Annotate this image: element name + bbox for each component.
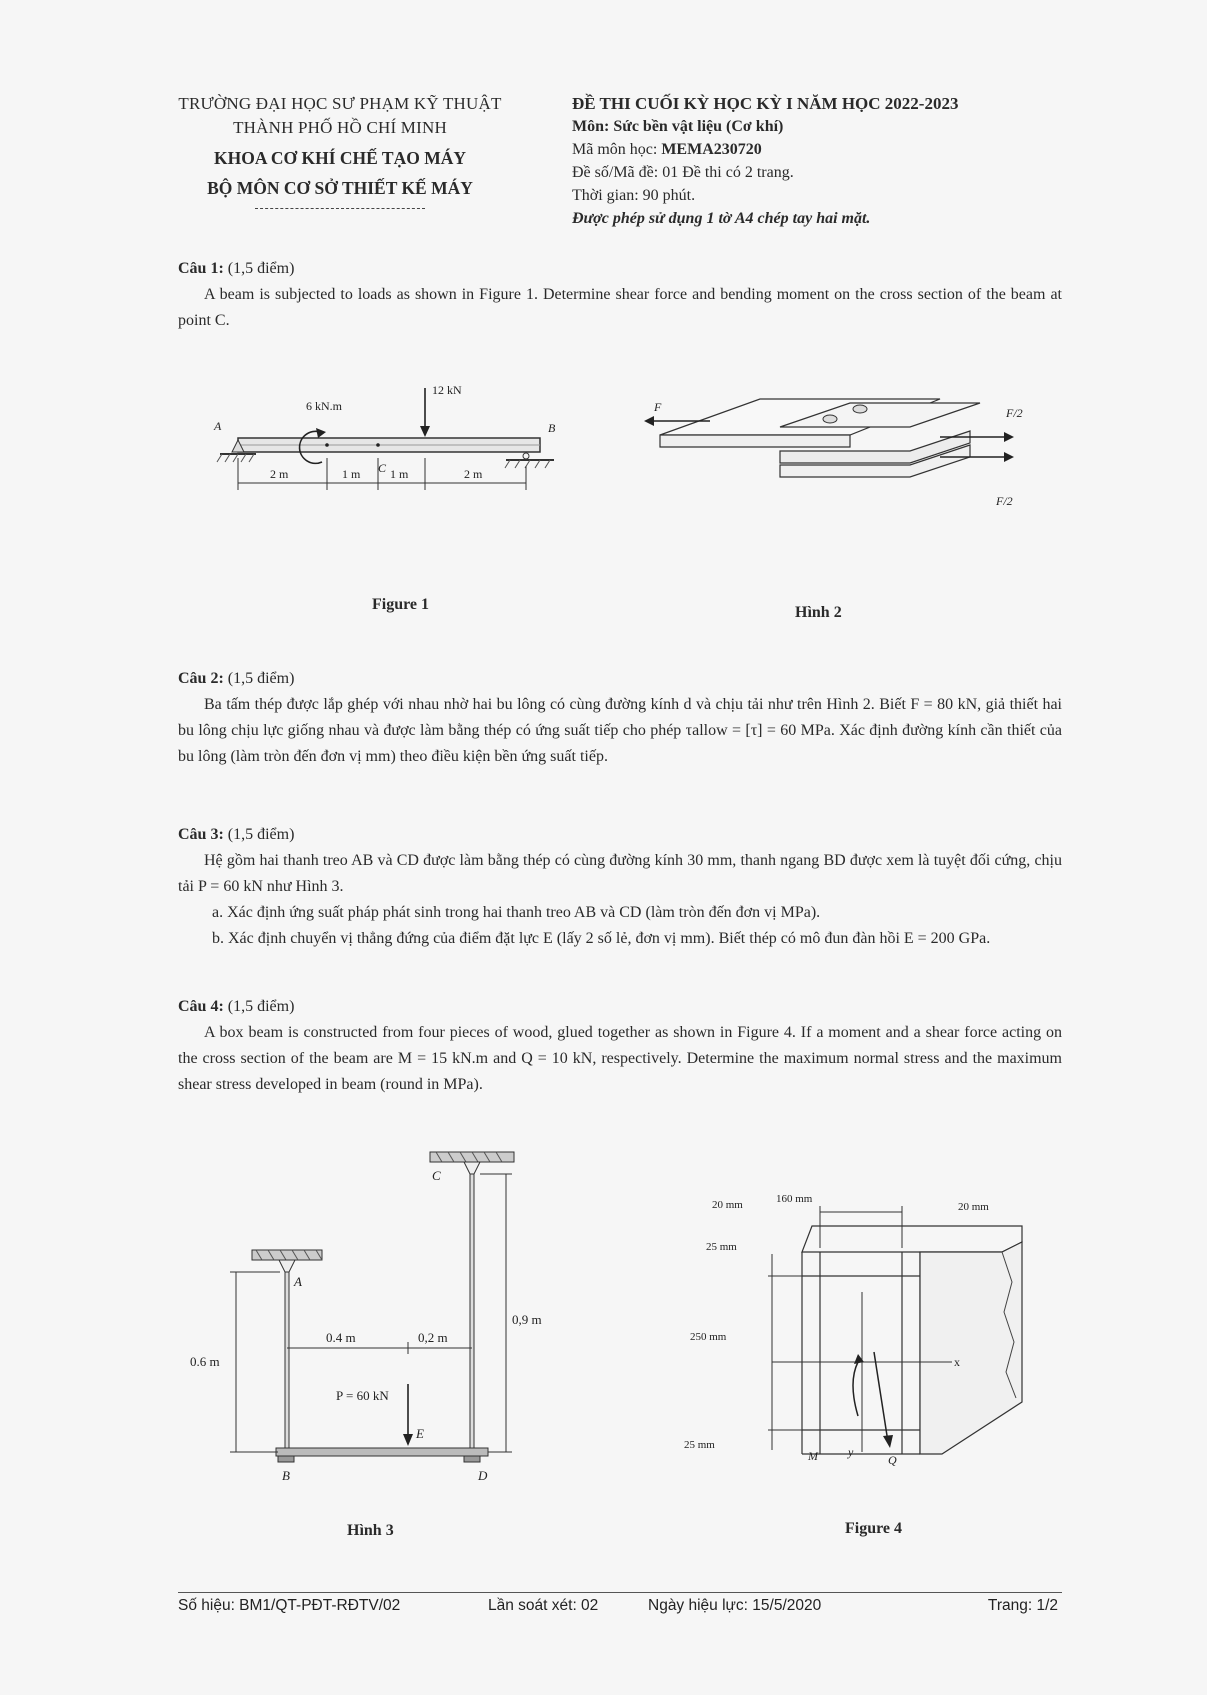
fig1-label-a: A (214, 419, 222, 433)
question-3-part-a: a. Xác định ứng suất pháp phát sinh trong hai thanh treo AB và CD (làm tròn đến đơn vị MPa). (212, 904, 821, 921)
question-4-text: A box beam is constructed from four pieces of wood, glued together as shown in Figure 4. If a moment and a shear force acting on the cross section of the beam are M = 15 kN.m and Q = 10 kN, respectively. Determine the maximum normal stress and the maximum shear stress developed in beam (round in MPa). (178, 1024, 1062, 1093)
support-b-icon (523, 453, 529, 459)
question-1-points: (1,5 điểm) (223, 260, 295, 277)
footer-page-number: Trang: 1/2 (987, 1597, 1058, 1614)
department-name: BỘ MÔN CƠ SỞ THIẾT KẾ MÁY (207, 178, 473, 198)
question-4-points: (1,5 điểm) (223, 998, 295, 1015)
figure-4-caption: Figure 4 (845, 1520, 903, 1537)
fig2-force-f2-bottom: F/2 (996, 494, 1013, 508)
fig1-dim-2: 1 m (342, 467, 361, 481)
question-3-text: Hệ gồm hai thanh treo AB và CD được làm bằng thép có cùng đường kính 30 mm, thanh ngang BD được xem là tuyệt đối cứng, chịu tải P = 60 kN như Hình 3. (178, 852, 1062, 895)
question-2-text: Ba tấm thép được lắp ghép với nhau nhờ hai bu lông có cùng đường kính d và chịu tải như trên Hình 2. Biết F = 80 kN, giả thiết hai bu lông chịu lực giống nhau và được làm bằng thép có ứng suất tiếp cho phép τallow = [τ] = 60 MPa. Xác định đường kính cần thiết của bu lông (làm tròn đến đơn vị mm) theo điều kiện bền ứng suất tiếp. (178, 696, 1062, 765)
question-3 (178, 822, 1062, 952)
subject-name: Sức bền vật liệu (Cơ khí) (613, 118, 784, 135)
fig2-force-f2-top: F/2 (1006, 406, 1023, 420)
faculty-name: KHOA CƠ KHÍ CHẾ TẠO MÁY (214, 148, 466, 168)
rod-cd (470, 1174, 474, 1450)
header-divider (255, 208, 425, 209)
question-3-part-b: b. Xác định chuyển vị thẳng đứng của điểm đặt lực E (lấy 2 số lẻ, đơn vị mm). Biết thép có mô đun đàn hồi E = 200 GPa. (212, 930, 991, 947)
fig4-dim-height: 250 mm (690, 1331, 727, 1343)
fig1-dim-1: 2 m (270, 467, 289, 481)
fig1-moment-label: 6 kN.m (306, 399, 342, 413)
fig3-width-1: 0.4 m (326, 1330, 356, 1345)
fig1-label-c: C (378, 461, 387, 475)
fig4-moment-m: M (808, 1449, 818, 1463)
school-name-line1: TRƯỜNG ĐẠI HỌC SƯ PHẠM KỸ THUẬT (178, 94, 502, 113)
course-code-label: Mã môn học: (572, 141, 662, 158)
question-1-label: Câu 1: (178, 260, 224, 277)
footer-revision: Lần soát xét: 02 (488, 1597, 599, 1614)
question-2-label: Câu 2: (178, 670, 224, 687)
footer-effective-date: Ngày hiệu lực: 15/5/2020 (648, 1597, 822, 1614)
bolt-2-icon (823, 415, 837, 423)
subject-line (572, 115, 1092, 138)
fig1-dim-3: 1 m (390, 467, 409, 481)
fig3-height-cd: 0,9 m (512, 1312, 542, 1327)
fig3-label-e: E (416, 1426, 424, 1441)
subject-label: Môn: (572, 118, 614, 135)
fig3-label-d: D (478, 1468, 488, 1483)
support-a-icon (252, 1250, 322, 1260)
exam-number: Đề số/Mã đề: 01 Đề thi có 2 trang. (572, 164, 794, 181)
figure-3-rods (190, 1148, 590, 1508)
fig4-dim-bottom: 25 mm (684, 1439, 715, 1451)
question-2 (178, 666, 1062, 770)
fig3-width-2: 0,2 m (418, 1330, 448, 1345)
figure-4-box-beam (684, 1192, 1052, 1492)
exam-title: ĐỀ THI CUỐI KỲ HỌC KỲ I NĂM HỌC 2022-2023 (572, 94, 959, 113)
figure-1-caption: Figure 1 (372, 596, 430, 613)
fig3-label-b: B (282, 1468, 290, 1483)
page-footer (178, 1592, 1062, 1615)
fig4-dim-top-flange: 20 mm (712, 1199, 743, 1211)
allowed-materials: Được phép sử dụng 1 tờ A4 chép tay hai mặt. (572, 210, 871, 227)
fig4-axis-y: y (848, 1445, 854, 1459)
fig4-dim-web: 20 mm (958, 1201, 989, 1213)
fig2-force-f: F (654, 400, 662, 414)
fig4-shear-q: Q (888, 1453, 897, 1467)
question-2-points: (1,5 điểm) (223, 670, 295, 687)
fig3-height-ab: 0.6 m (190, 1354, 220, 1369)
figure-2-caption: Hình 2 (795, 604, 842, 621)
question-3-points: (1,5 điểm) (223, 826, 295, 843)
footer-form-number: Số hiệu: BM1/QT-PĐT-RĐTV/02 (178, 1597, 401, 1614)
moment-m-arrow-icon (853, 1362, 858, 1416)
figure-2-plates (640, 395, 1040, 525)
fig3-label-a: A (294, 1274, 302, 1289)
question-1 (178, 256, 1062, 334)
rigid-bar-bd (276, 1448, 488, 1456)
figure-1-beam (210, 380, 610, 540)
shear-q-arrow-icon (874, 1352, 888, 1442)
bolt-1-icon (853, 405, 867, 413)
course-code-line (572, 138, 1092, 161)
fig3-load-label: P = 60 kN (336, 1388, 389, 1403)
rod-ab (285, 1272, 289, 1450)
course-code: MEMA230720 (661, 141, 762, 158)
fig1-load-label: 12 kN (432, 383, 462, 397)
exam-time: Thời gian: 90 phút. (572, 187, 696, 204)
question-4 (178, 994, 1062, 1098)
school-header (120, 92, 560, 209)
exam-info (572, 92, 1092, 230)
fig4-dim-width: 160 mm (776, 1193, 813, 1205)
fig4-dim-top: 25 mm (706, 1241, 737, 1253)
question-1-text: A beam is subjected to loads as shown in Figure 1. Determine shear force and bending moment on the cross section of the beam at point C. (178, 286, 1062, 329)
question-4-label: Câu 4: (178, 998, 224, 1015)
fig4-axis-x: x (954, 1355, 960, 1369)
fig3-label-c: C (432, 1168, 441, 1183)
fig1-dim-4: 2 m (464, 467, 483, 481)
fig1-label-b: B (548, 421, 556, 435)
question-3-label: Câu 3: (178, 826, 224, 843)
figure-3-caption: Hình 3 (347, 1522, 394, 1539)
school-name-line2: THÀNH PHỐ HỒ CHÍ MINH (233, 118, 447, 137)
